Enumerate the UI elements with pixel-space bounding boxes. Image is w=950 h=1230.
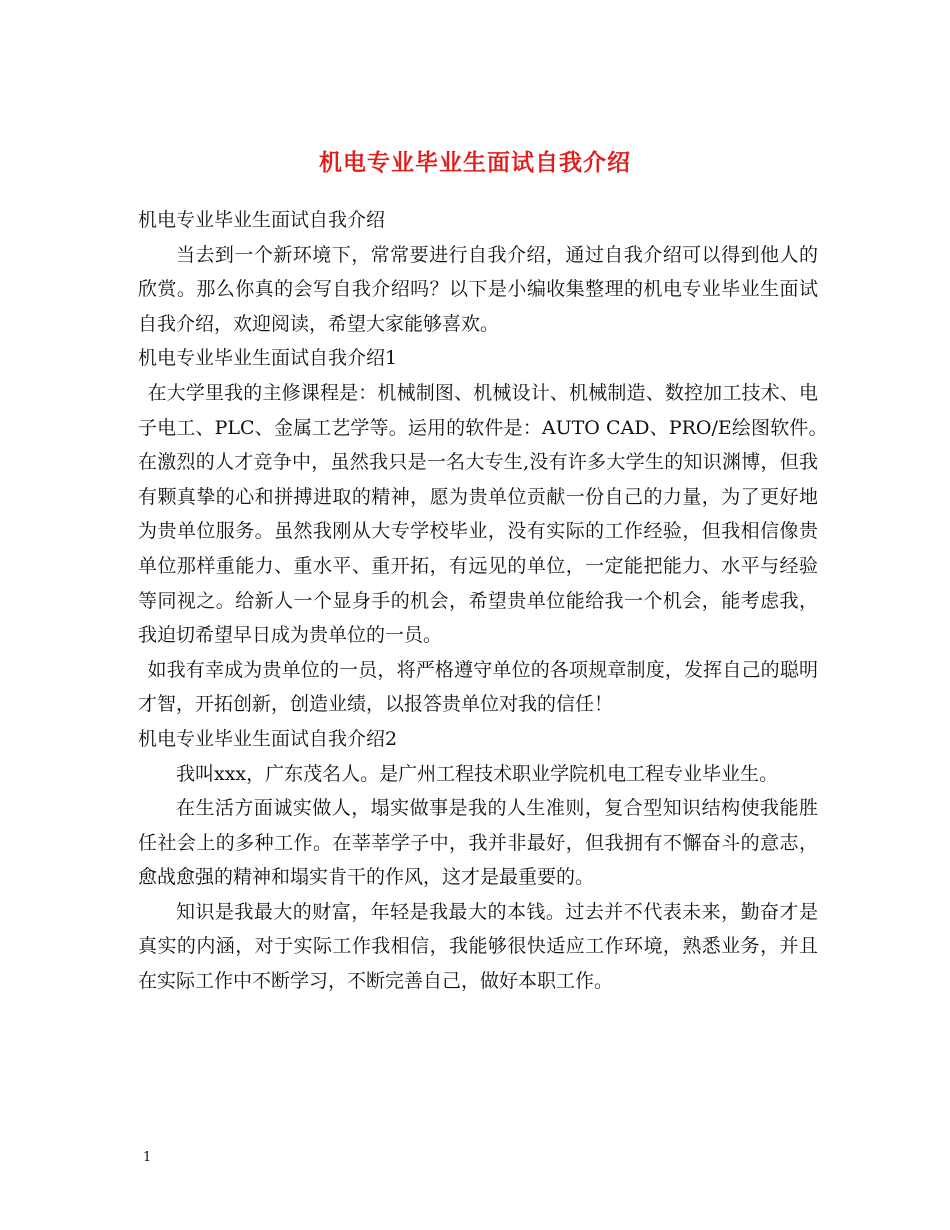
intro-paragraph: 当去到一个新环境下，常常要进行自我介绍，通过自我介绍可以得到他人的欣赏。那么你真的会写自我介绍吗？以下是小编收集整理的机电专业毕业生面试自我介绍，欢迎阅读，希望大家能够喜欢。 — [138, 243, 818, 335]
document-title: 机电专业毕业生面试自我介绍 — [319, 149, 631, 177]
page-number: 1 — [143, 1150, 152, 1165]
section-1-paragraph-1: 在大学里我的主修课程是：机械制图、机械设计、机械制造、数控加工技术、电子电工、PLC、金属工艺学等。运用的软件是：AUTO CAD、PRO/E绘图软件。 在激烈的人才竞争中，虽然我只是一名大专生,没有许多大学生的知识渊博，但我有颗真挚的心和拼搏进取的精神，愿为贵单位贡献一份自己的力量，为了更好地为贵单位服务。虽然我刚从大专学校毕业，没有实际的工作经验，但我相信像贵单位那样重能力、重水平、重开拓，有远见的单位，一定能把能力、水平与经验等同视之。给新人一个显身手的机会，希望贵单位能给我一个机会，能考虑我，我迫切希望早日成为贵单位的一员。 — [138, 381, 857, 647]
section-2-paragraph-2: 在生活方面诚实做人，塌实做事是我的人生准则，复合型知识结构使我能胜任社会上的多种工作。在莘莘学子中，我并非最好，但我拥有不懈奋斗的意志，愈战愈强的精神和塌实肯干的作风，这才是最重要的。 — [138, 797, 818, 889]
intro-heading: 机电专业毕业生面试自我介绍 — [138, 209, 386, 231]
section-2-paragraph-3: 知识是我最大的财富，年轻是我最大的本钱。过去并不代表未来，勤奋才是真实的内涵，对于实际工作我相信，我能够很快适应工作环境，熟悉业务，并且在实际工作中不断学习，不断完善自己，做好本职工作。 — [138, 900, 818, 993]
document-body — [138, 203, 857, 999]
section-heading-2: 机电专业毕业生面试自我介绍2 — [138, 727, 398, 750]
section-heading-1: 机电专业毕业生面试自我介绍1 — [138, 347, 398, 370]
section-1-paragraph-2: 如我有幸成为贵单位的一员，将严格遵守单位的各项规章制度，发挥自己的聪明才智，开拓创新，创造业绩，以报答贵单位对我的信任！ — [138, 658, 818, 716]
section-2-paragraph-1: 我叫xxx，广东茂名人。是广州工程技术职业学院机电工程专业毕业生。 — [176, 762, 779, 785]
